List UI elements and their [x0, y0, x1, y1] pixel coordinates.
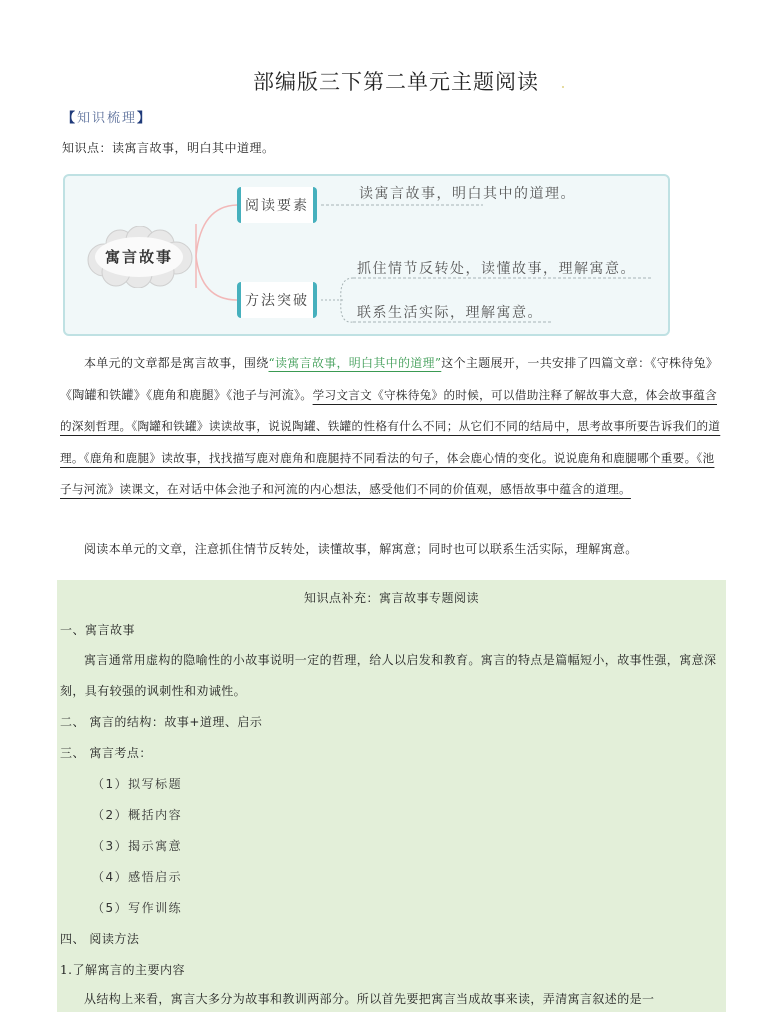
section-paragraph: 寓言通常用虚构的隐喻性的小故事说明一定的哲理，给人以启发和教育。寓言的特点是篇幅短小，故事性强，寓意深刻，具有较强的讽刺性和劝诫性。 — [60, 653, 717, 698]
underlined-guidance: 学习文言文《守株待兔》的时候，可以借助注释了解故事大意，体会故事蕴含的深刻哲理。《陶罐和铁罐》读读故事，说说陶罐、铁罐的性格有什么不同；从它们不同的结局中，思考故事所要告诉我们的道理。《鹿角和鹿腿》读故事，找找描写鹿对鹿角和鹿腿持不同看法的句子，体会鹿心情的变化。说说鹿角和鹿腿哪个重要。《池子与河流》读课文，在对话中体会池子和河流的内心想法，感受他们不同的价值观，感悟故事中蕴含的道理。 — [60, 387, 721, 496]
mind-map-leaf: 联系生活实际，理解寓意。 — [357, 305, 543, 321]
mind-map-leaf: 读寓言故事，明白其中的道理。 — [359, 186, 576, 202]
intro-text: 这个主题展开，一共安排了四篇文章：《守株待兔》《陶罐和铁罐》《鹿角和鹿腿》《池子与河流》。 — [60, 356, 719, 402]
section-tag-knowledge-review — [62, 107, 152, 126]
intro-paragraph — [60, 348, 726, 506]
mind-map-node-method: 方法突破 — [237, 282, 317, 318]
exam-point-item: （1）拟写标题 — [92, 777, 183, 791]
exam-point-item: （5）写作训练 — [92, 901, 183, 915]
document-title: 部编版三下第二单元主题阅读 — [253, 70, 539, 94]
exam-point-item: （2）概括内容 — [92, 808, 183, 822]
section-heading: 一、寓言故事 — [60, 623, 136, 637]
section-heading: 三、 寓言考点： — [60, 746, 152, 760]
exam-point-item: （3）揭示寓意 — [92, 839, 183, 853]
bracket-close: 】 — [137, 111, 153, 126]
subsection-heading: 1.了解寓言的主要内容 — [60, 963, 185, 977]
decorative-dot — [562, 86, 564, 88]
section-heading: 二、 寓言的结构：故事+道理、启示 — [60, 715, 263, 729]
mind-map-center: 寓言故事 — [104, 248, 173, 266]
mind-map-node-reading-element: 阅读要素 — [237, 187, 317, 223]
supplement-title: 知识点补充：寓言故事专题阅读 — [303, 591, 479, 605]
theme-quote: “读寓言故事，明白其中的道理” — [268, 356, 442, 370]
knowledge-point: 知识点：读寓言故事，明白其中道理。 — [62, 141, 275, 155]
section-tag-label: 知识梳理 — [77, 111, 138, 126]
intro-text: 本单元的文章都是寓言故事，围绕 — [84, 356, 269, 370]
section-heading: 四、 阅读方法 — [60, 932, 140, 946]
section-paragraph: 从结构上来看，寓言大多分为故事和教训两部分。所以首先要把寓言当成故事来读，弄清寓言叙述的是一 — [84, 992, 655, 1006]
reading-tip-paragraph: 阅读本单元的文章，注意抓住情节反转处，读懂故事，解寓意；同时也可以联系生活实际，理解寓意。 — [84, 542, 638, 556]
mind-map-leaf: 抓住情节反转处，读懂故事，理解寓意。 — [357, 261, 636, 277]
exam-point-item: （4）感悟启示 — [92, 870, 183, 884]
bracket-open: 【 — [62, 111, 78, 126]
